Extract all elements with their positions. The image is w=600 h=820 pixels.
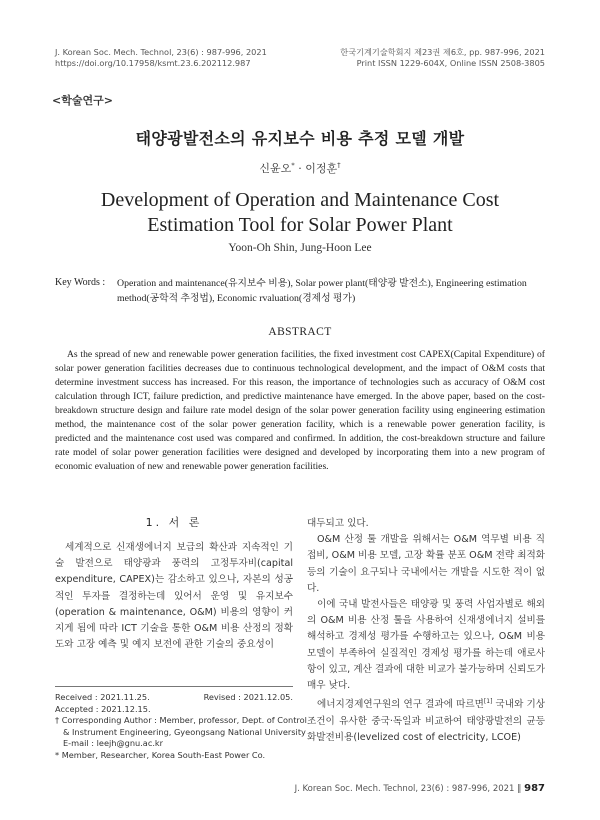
author-1-name: 신윤오 <box>259 162 292 175</box>
authors-english: Yoon-Oh Shin, Jung-Hoon Lee <box>228 242 372 254</box>
author-2-mark: † <box>337 161 341 170</box>
body-paragraph-2: O&M 산정 툴 개발을 위해서는 O&M 역무별 비용 직접비, O&M 비용 모델, 고장 확률 분포 O&M 전략 최적화 등의 기술이 요구되나 국내에서는 개발을 시도한 적이 없다. <box>307 534 545 594</box>
authors-korean <box>0 160 600 176</box>
corresponding-author-line-2: & Instrument Engineering, Gyeongsang National University <box>63 726 306 737</box>
abstract-heading: ABSTRACT <box>268 326 332 338</box>
corresponding-mark: † <box>55 715 60 725</box>
abstract-body: As the spread of new and renewable power generation facilities, the fixed investment cost CAPEX(Capital Expenditure) of solar power generation facilities decreases due to continuous technological development, and the impact of O&M costs that determine investment success has increased. For this reason, the importance of technologies such as accuracy of O&M cost calculation through ICT, failure prediction, and predictive maintenance have emerged. In the above paper, based on the cost-breakdown structure design and failure rate model design of the solar power generation facility using engineering estimation method, the maintenance cost of the solar power generation facility, which is a renewable power generation facility, is predicted and the maintenance cost used was compared and confirmed. In addition, the cost-breakdown structure and failure rate model of solar power generation facilities were designed and developed by incorporating them into a new program of economic evaluation of new and renewable power generation facilities. <box>55 349 545 472</box>
title-english-line-2: Estimation Tool for Solar Power Plant <box>147 214 453 236</box>
continued-text: 대두되고 있다. <box>307 518 369 529</box>
author-2-name: 이정훈 <box>305 162 338 175</box>
title-english-line-1: Development of Operation and Maintenance Cost <box>100 189 500 211</box>
body-paragraph-4-end: 국내와 기상 조건이 유사한 중국·독일과 비교하여 태양광발전의 균등화발전비용(levelized cost of electricity, LCOE) <box>307 699 546 743</box>
member-affiliation: Member, Researcher, Korea South-East Power Co. <box>61 749 266 760</box>
citation-ref-1[interactable]: [1] <box>483 698 493 706</box>
title-korean: 태양광발전소의 유지보수 비용 추정 모델 개발 <box>135 129 465 148</box>
received-date: Received : 2021.11.25. <box>55 692 150 702</box>
doi-link[interactable]: https://doi.org/10.17958/ksmt.23.6.202112.987 <box>55 58 251 68</box>
revised-date: Revised : 2021.12.05. <box>203 692 293 702</box>
journal-citation: J. Korean Soc. Mech. Technol, 23(6) : 987-996, 2021 <box>55 47 267 57</box>
body-paragraph-4 <box>307 694 545 746</box>
journal-citation-ko: 한국기계기술학회지 제23권 제6호, pp. 987-996, 2021 <box>340 47 545 57</box>
intro-column-left <box>55 540 293 653</box>
body-column-right <box>307 516 545 746</box>
intro-heading: 1. 서 론 <box>145 516 203 529</box>
page-footer <box>295 783 545 794</box>
issn-info: Print ISSN 1229-604X, Online ISSN 2508-3805 <box>356 58 545 68</box>
member-mark: * <box>55 749 60 760</box>
body-paragraph-3: 이에 국내 발전사들은 태양광 및 풍력 사업자별로 해외의 O&M 비용 산정 툴을 사용하여 신재생에너지 설비를 해석하고 경제성 평가를 수행하고는 있으나, O&M 비용 모델이 부족하여 실질적인 경제성 평가를 하는데 애로사항이 있고, 계산 결과에 대한 비교가 불가능하며 신뢰도가 매우 낮다. <box>307 599 545 692</box>
body-paragraph-4-start: 에너지경제연구원의 연구 결과에 따르면 <box>317 699 484 711</box>
footer-citation: J. Korean Soc. Mech. Technol, 23(6) : 987-996, 2021 ‖ <box>294 784 522 794</box>
keywords-label: Key Words : <box>55 277 106 288</box>
section-tag: <학술연구> <box>52 94 113 107</box>
footnotes <box>55 692 307 761</box>
footnote-divider <box>55 686 293 687</box>
page-number: 987 <box>524 783 545 794</box>
accepted-date: Accepted : 2021.12.15. <box>55 703 151 714</box>
corresponding-email[interactable]: E-mail : leejh@gnu.ac.kr <box>63 738 164 748</box>
keywords-text: Operation and maintenance(유지보수 비용), Solar power plant(태양광 발전소), Engineering estimation method(공학적 추정법), Economic rvaluation(경제성 평가) <box>117 278 527 304</box>
corresponding-author-line-1: Corresponding Author : Member, professor, Dept. of Control <box>61 715 307 725</box>
author-separator: · <box>298 162 302 175</box>
author-1-mark: * <box>291 161 295 170</box>
intro-paragraph-1: 세계적으로 신재생에너지 보급의 확산과 지속적인 기술 발전으로 태양광과 풍력의 고정투자비(capital expenditure, CAPEX)는 감소하고 있으나, 자본의 성공적인 투자를 결정하는데 있어서 운영 및 유지보수(operation & maintenance, O&M) 비용의 영향이 커지게 됨에 따라 ICT 기술을 통한 O&M 비용 산정의 정확도와 고장 예측 및 예지 보전에 관한 기술의 중요성이 <box>55 542 293 651</box>
title-english <box>0 188 600 238</box>
